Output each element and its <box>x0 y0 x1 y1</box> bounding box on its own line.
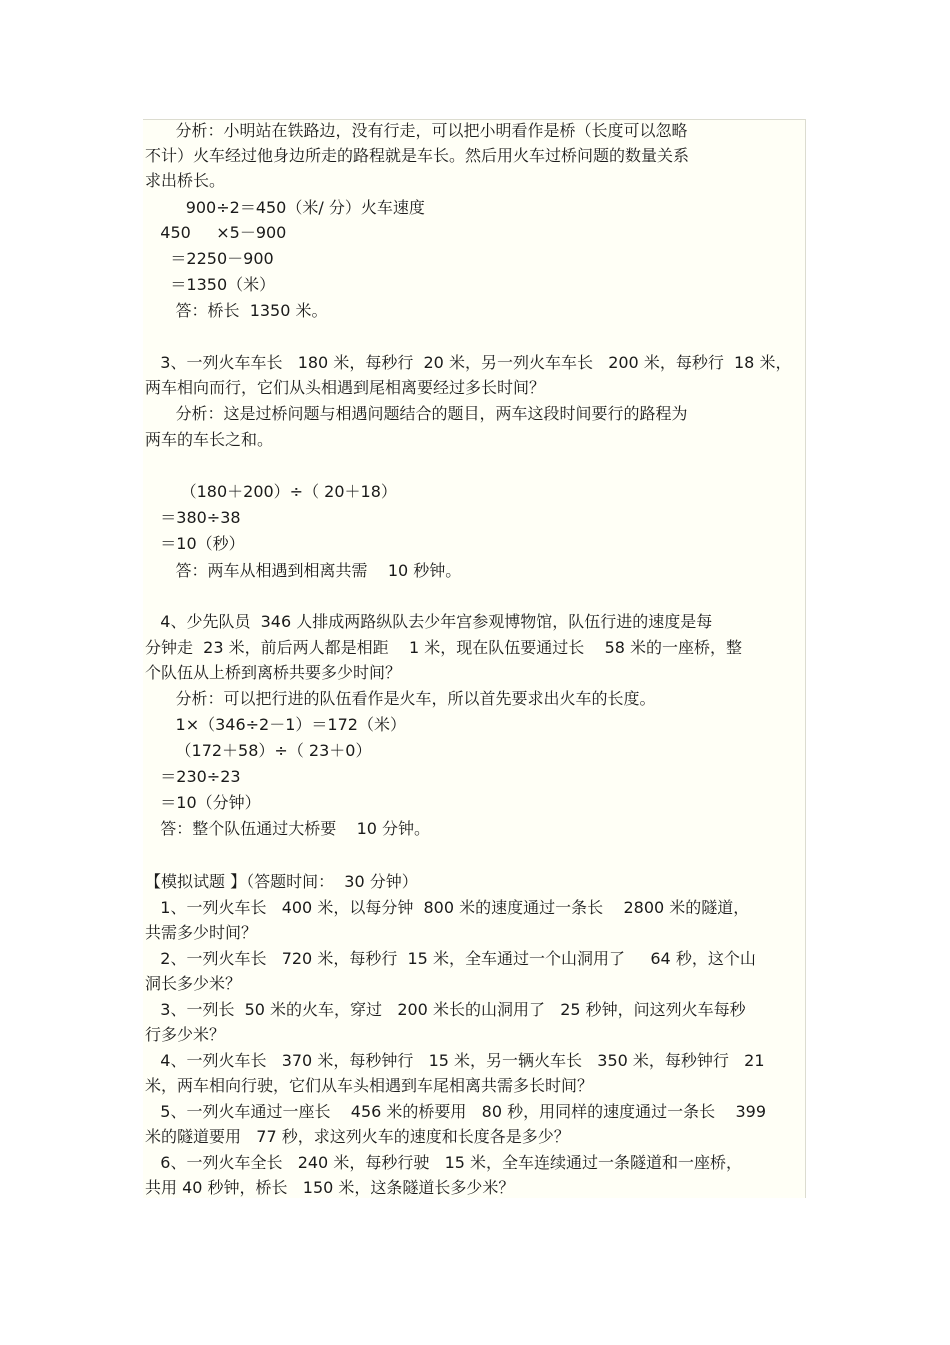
text-line: 4、少先队员 346 人排成两路纵队去少年宫参观博物馆，队伍行进的速度是每 <box>145 612 713 631</box>
text-line: 行多少米？ <box>145 1025 226 1044</box>
text-line: （172＋58）÷（ 23＋0） <box>145 741 372 760</box>
text-line: 个队伍从上桥到离桥共要多少时间？ <box>145 663 402 682</box>
text-line: 洞长多少米？ <box>145 974 242 993</box>
text-line: 6、一列火车全长 240 米，每秒行驶 15 米，全车连续通过一条隧道和一座桥， <box>145 1153 743 1172</box>
text-line: 答：整个队伍通过大桥要 10 分钟。 <box>145 819 431 838</box>
text-line: 1、一列火车长 400 米，以每分钟 800 米的速度通过一条长 2800 米的隧道， <box>145 898 750 917</box>
text-line: 2、一列火车长 720 米，每秒行 15 米，全车通过一个山洞用了 64 秒，这个山 <box>145 949 756 968</box>
text-line: 3、一列长 50 米的火车，穿过 200 米长的山洞用了 25 秒钟，问这列火车每秒 <box>145 1000 746 1019</box>
text-line: 分析：这是过桥问题与相遇问题结合的题目，两车这段时间要行的路程为 <box>145 404 688 423</box>
text-line: 4、一列火车长 370 米，每秒钟行 15 米，另一辆火车长 350 米，每秒钟行 21 <box>145 1051 765 1070</box>
text-line: ＝230÷23 <box>145 767 241 786</box>
text-line: ＝10（秒） <box>145 534 245 553</box>
text-line: （180＋200）÷（ 20＋18） <box>145 482 397 501</box>
text-line: 答：两车从相遇到相离共需 10 秒钟。 <box>145 561 462 580</box>
text-line: 共用 40 秒钟，桥长 150 米，这条隧道长多少米？ <box>145 1178 515 1197</box>
text-line: 不计）火车经过他身边所走的路程就是车长。然后用火车过桥问题的数量关系 <box>145 146 690 165</box>
text-line: 共需多少时间？ <box>145 923 258 942</box>
text-line: 分析：可以把行进的队伍看作是火车，所以首先要求出火车的长度。 <box>145 689 656 708</box>
text-line: 求出桥长。 <box>145 171 226 190</box>
text-line: ＝1350（米） <box>145 275 276 294</box>
text-line: 两车的车长之和。 <box>145 430 274 449</box>
text-line: ＝10（分钟） <box>145 793 261 812</box>
text-line: ＝380÷38 <box>145 508 241 527</box>
text-line: 5、一列火车通过一座长 456 米的桥要用 80 秒，用同样的速度通过一条长 399 <box>145 1102 766 1121</box>
text-line: 两车相向而行，它们从头相遇到尾相离要经过多长时间？ <box>145 378 546 397</box>
text-line: 3、一列火车车长 180 米，每秒行 20 米，另一列火车车长 200 米，每秒行 18 米， <box>145 353 792 372</box>
text-line: 900÷2＝450（米/ 分）火车速度 <box>145 198 425 217</box>
text-line: 答：桥长 1350 米。 <box>145 301 328 320</box>
text-line: 450 ×5－900 <box>145 223 287 242</box>
text-line: 分析：小明站在铁路边，没有行走，可以把小明看作是桥（长度可以忽略 <box>145 121 688 140</box>
text-line: 米，两车相向行驶，它们从车头相遇到车尾相离共需多长时间？ <box>145 1076 594 1095</box>
text-line: 【模拟试题 】（答题时间： 30 分钟） <box>145 872 418 891</box>
text-line: 米的隧道要用 77 秒，求这列火车的速度和长度各是多少？ <box>145 1127 570 1146</box>
text-line: 1×（346÷2－1）＝172（米） <box>145 715 406 734</box>
text-line: 分钟走 23 米，前后两人都是相距 1 米，现在队伍要通过长 58 米的一座桥，整 <box>145 638 743 657</box>
text-line: ＝2250－900 <box>145 249 274 268</box>
